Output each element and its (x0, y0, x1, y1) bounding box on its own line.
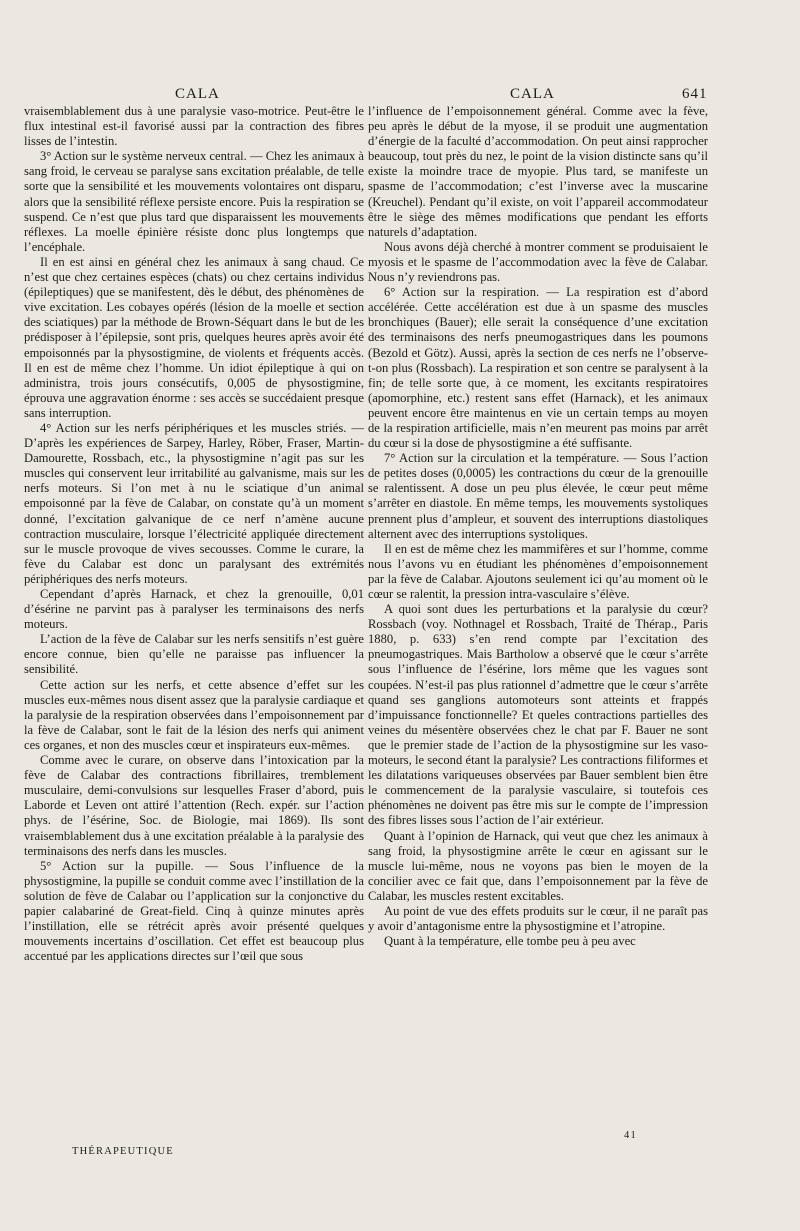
paragraph: vraisemblablement dus à une paralysie vaso-motrice. Peut-être le flux intestinal est-il favorisé aussi par la contraction des fibres lisses de l’intestin. (24, 104, 364, 149)
paragraph: 4° Action sur les nerfs périphériques et les muscles striés. — D’après les expériences de Sarpey, Harley, Röber, Fraser, Martin-Damourette, Rossbach, etc., la physostigmine n’agit pas sur les muscles qui conservent leur irritabilité au galvanisme, mais sur les nerfs moteurs. Si l’on met à nu le sciatique d’un animal empoisonné par la fève de Calabar, on constate qu’à un moment donné, l’excitation galvanique de ce nerf n’amène aucune contraction musculaire, lorsque l’électricité appliquée directement sur le muscle provoque de vives secousses. Comme le curare, la fève du Calabar est donc un paralysant des extrémités périphériques des nerfs moteurs. (24, 420, 364, 586)
paragraph: Comme avec le curare, on observe dans l’intoxication par la fève de Calabar des contractions fibrillaires, tremblement musculaire, demi-convulsions sur lesquelles Fraser d’abord, puis Laborde et Leven ont attiré l’attention (Rech. expér. sur l’action phys. de l’ésérine, Soc. de Biologie, mai 1869). Ils sont vraisemblablement dus à une excitation préalable à la paralysie des terminaisons des nerfs dans les muscles. (24, 753, 364, 858)
page-number: 641 (682, 86, 708, 102)
left-running-head: CALA (175, 86, 220, 102)
left-text-column (24, 104, 364, 964)
paragraph: Cette action sur les nerfs, et cette absence d’effet sur les muscles eux-mêmes nous disent assez que la paralysie cardiaque et la paralysie de la respiration observées dans l’empoisonnement par la fève de Calabar, sont le fait de la lésion des nerfs qui animent ces organes, et non des muscles cœur et inspirateurs eux-mêmes. (24, 677, 364, 752)
paragraph: Au point de vue des effets produits sur le cœur, il ne paraît pas y avoir d’antagonisme entre la physostigmine et l’atropine. (368, 903, 708, 934)
paragraph: Il en est ainsi en général chez les animaux à sang chaud. Ce n’est que chez certaines espèces (chats) ou chez certains individus (épileptiques) que se manifestent, dès le début, des phénomènes de vive excitation. Les cobayes opérés (lésion de la moelle et section des sciatiques) par la méthode de Brown-Séquart dans le but de les prédisposer à l’épilepsie, sont pris, quelques heures après avoir été empoisonnés par la physostigmine, de violents et fréquents accès. Il en est de même chez l’homme. Un idiot épileptique à qui on administra, trois jours consécutifs, 0,005 de physostigmine, éprouva une aggravation énorme : ses accès se succédaient presque sans interruption. (24, 254, 364, 420)
right-running-head: CALA (510, 86, 555, 102)
right-text-column (368, 104, 708, 949)
paragraph: Cependant d’après Harnack, et chez la grenouille, 0,01 d’ésérine ne parvint pas à paralyser les terminaisons des nerfs moteurs. (24, 587, 364, 632)
paragraph: 5° Action sur la pupille. — Sous l’influence de la physostigmine, la pupille se conduit comme avec l’instillation de la solution de fève de Calabar ou l’application sur la conjonctive du papier calabariné de Great-field. Cinq à quinze minutes après l’instillation, elle se rétrécit après avoir présenté quelques mouvements incertains d’oscillation. Cet effet est beaucoup plus accentué par les applications directes sur l’œil que sous (24, 858, 364, 964)
paragraph: 3° Action sur le système nerveux central. — Chez les animaux à sang froid, le cerveau se paralyse sans excitation préalable, de telle sorte que la sensibilité et les mouvements volontaires ont disparu, alors que la sensibilité réflexe persiste encore. Puis la respiration se suspend. Ce n’est que plus tard que disparaissent les mouvements réflexes. La moelle épinière résiste donc plus longtemps que l’encéphale. (24, 149, 364, 254)
paragraph: 7° Action sur la circulation et la température. — Sous l’action de petites doses (0,0005) les contractions du cœur de la grenouille se ralentissent. A dose un peu plus élevée, le cœur peut même s’arrêter en diastole. En même temps, les mouvements systoliques prennent plus d’ampleur, et souvent des interruptions diastoliques alternent avec des interruptions systoliques. (368, 451, 708, 541)
paragraph: 6° Action sur la respiration. — La respiration est d’abord accélérée. Cette accélération est due à un spasme des muscles bronchiques (Bauer); elle serait la conséquence d’une excitation des terminaisons des nerfs pneumogastriques dans les poumons (Bezold et Götz). Aussi, après la section de ces nerfs ne l’observe-t-on plus (Rossbach). La respiration et son centre se paralysent à la fin; de telle sorte que, à ce moment, les excitants respiratoires (apomorphine, etc.) restent sans effet (Harnack), et les animaux peuvent encore être maintenus en vie un certain temps au moyen de la respiration artificielle, mais n’en meurent pas moins par arrêt du cœur si la dose de physostigmine a été suffisante. (368, 285, 708, 451)
paragraph: l’influence de l’empoisonnement général. Comme avec la fève, peu après le début de la myose, il se produit une augmentation d’énergie de la faculté d’accommodation. On peut ainsi rapprocher beaucoup, tout près du nez, le point de la vision distincte sans qu’il existe la moindre trace de myopie. Plus tard, se manifeste un spasme de l’accommodation; c’est l’inverse avec la muscarine (Kreuchel). Pendant qu’il existe, on voit l’appareil accommodateur être le siège des mêmes modifications que pendant les efforts naturels d’adaptation. (368, 104, 708, 239)
paragraph: L’action de la fève de Calabar sur les nerfs sensitifs n’est guère encore connue, bien qu’elle ne paraisse pas influencer la sensibilité. (24, 632, 364, 677)
signature-label: THÉRAPEUTIQUE (72, 1146, 174, 1157)
paragraph: A quoi sont dues les perturbations et la paralysie du cœur? Rossbach (voy. Nothnagel et Rossbach, Traité de Thérap., Paris 1880, p. 633) s’en rend compte par l’excitation des pneumogastriques. Mais Bartholow a observé que le cœur s’arrête sous l’influence de l’ésérine, lors même que les vagues sont coupées. N’est-il pas plus rationnel d’admettre que le cœur s’arrête quand ses ganglions automoteurs sont atteints et frappés d’impuissance fonctionnelle? Et queles contractions partielles des veines du mésentère observées chez le chat par F. Bauer ne sont que le premier stade de l’action de la physostigmine sur les vaso-moteurs, le second étant la paralysie? Les contractions filiformes et les dilatations variqueuses observées par Bauer semblent bien être le commencement de la paralysie vasculaire, si toutefois ces phénomènes ne doivent pas être mis sur le compte de l’impression des fibres lisses sous l’action de l’air extérieur. (368, 602, 708, 828)
paragraph: Nous avons déjà cherché à montrer comment se produisaient le myosis et le spasme de l’accommodation avec la fève de Calabar. Nous n’y reviendrons pas. (368, 239, 708, 285)
paragraph: Il en est de même chez les mammifères et sur l’homme, comme nous l’avons vu en étudiant les phénomènes d’empoisonnement par la fève de Calabar. Ajoutons seulement ici qu’au moment où le cœur se ralentit, la pression intra-vasculaire s’élève. (368, 541, 708, 601)
paragraph: Quant à la température, elle tombe peu à peu avec (384, 934, 636, 949)
signature-number: 41 (624, 1130, 637, 1141)
paragraph: Quant à l’opinion de Harnack, qui veut que chez les animaux à sang froid, la physostigmine arrête le cœur en agissant sur le muscle lui-même, nous ne voyons pas bien le moyen de la concilier avec ce fait que, dans l’empoisonnement par la fève de Calabar, les muscles restent excitables. (368, 828, 708, 903)
